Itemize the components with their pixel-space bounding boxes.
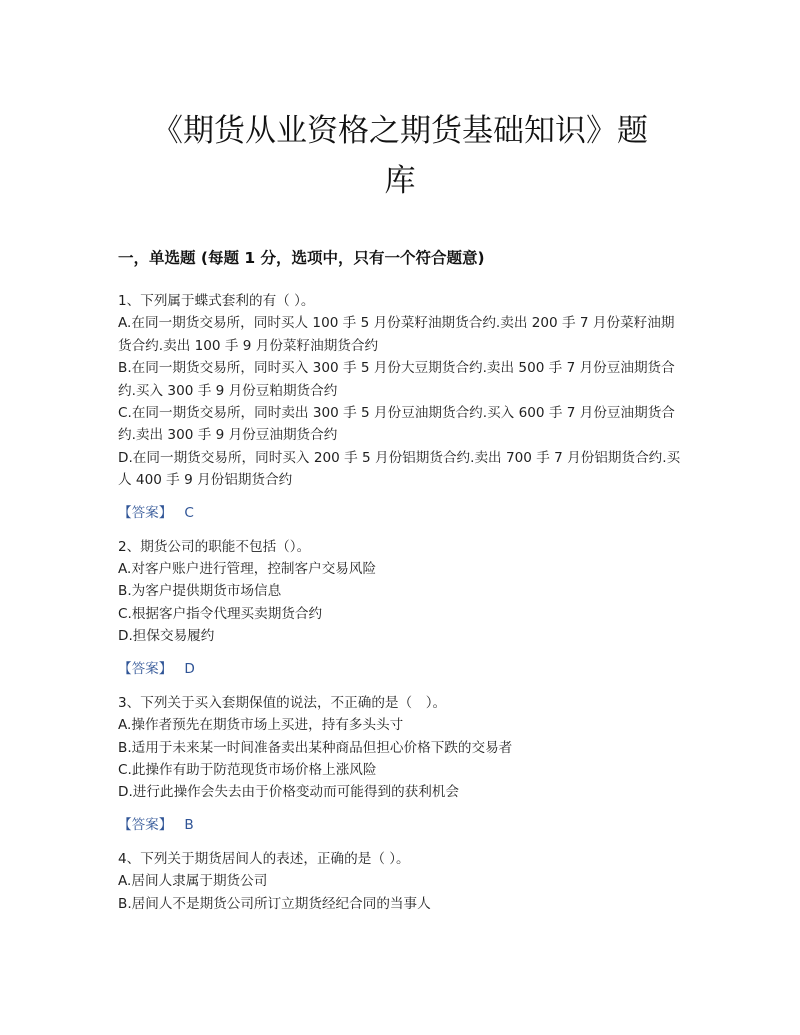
option-c: C.根据客户指令代理买卖期货合约 [118,605,323,622]
question-4 [118,848,688,915]
option-b: B.为客户提供期货市场信息 [118,583,282,600]
answer-value: B [184,816,194,833]
option-c: C.此操作有助于防范现货市场价格上涨风险 [118,761,377,778]
answer-line [118,658,688,680]
option-d: D.在同一期货交易所，同时买入 200 手 5 月份铝期货合约.卖出 700 手 7 月份铝期货合约.买人 400 手 9 月份铝期货合约 [118,449,681,489]
option-a: A.对客户账户进行管理，控制客户交易风险 [118,561,377,578]
question-stem: 2、期货公司的职能不包括（）。 [118,538,311,555]
question-3 [118,692,688,836]
section-heading: 一，单选题 (每题 1 分，选项中，只有一个符合题意) [118,249,485,267]
answer-value: C [184,504,194,521]
answer-value: D [184,660,195,677]
option-d: D.进行此操作会失去由于价格变动而可能得到的获利机会 [118,784,460,801]
question-2 [118,536,688,680]
document-title-line-2: 库 [384,163,416,199]
answer-tag: 【答案】 [118,660,173,677]
question-stem: 4、下列关于期货居间人的表述，正确的是（ ）。 [118,850,410,867]
option-b: B.适用于未来某一时间准备卖出某种商品但担心价格下跌的交易者 [118,739,513,756]
answer-line [118,502,688,524]
option-a: A.在同一期货交易所，同时买人 100 手 5 月份菜籽油期货合约.卖出 200 手 7 月份菜籽油期货合约.卖出 100 手 9 月份菜籽油期货合约 [118,315,675,354]
question-stem: 3、下列关于买入套期保值的说法，不正确的是（ ）。 [118,694,447,711]
option-d: D.担保交易履约 [118,628,215,645]
answer-tag: 【答案】 [118,816,173,833]
option-b: B.在同一期货交易所，同时买入 300 手 5 月份大豆期货合约.卖出 500 手 7 月份豆油期货合约.买入 300 手 9 月份豆粕期货合约 [118,360,675,399]
answer-tag: 【答案】 [118,504,173,521]
option-b: B.居间人不是期货公司所订立期货经纪合同的当事人 [118,895,431,912]
document-title [100,106,700,206]
question-list [118,290,688,915]
document-title-line-1: 《期货从业资格之期货基础知识》题 [152,113,648,149]
question-stem: 1、下列属于蝶式套利的有（ ）。 [118,293,315,309]
answer-line [118,814,688,836]
question-1 [118,290,688,524]
option-a: A.居间人隶属于期货公司 [118,873,268,890]
option-c: C.在同一期货交易所，同时卖出 300 手 5 月份豆油期货合约.买入 600 手 7 月份豆油期货合约.卖出 300 手 9 月份豆油期货合约 [118,405,675,444]
option-a: A.操作者预先在期货市场上买进，持有多头头寸 [118,717,404,734]
